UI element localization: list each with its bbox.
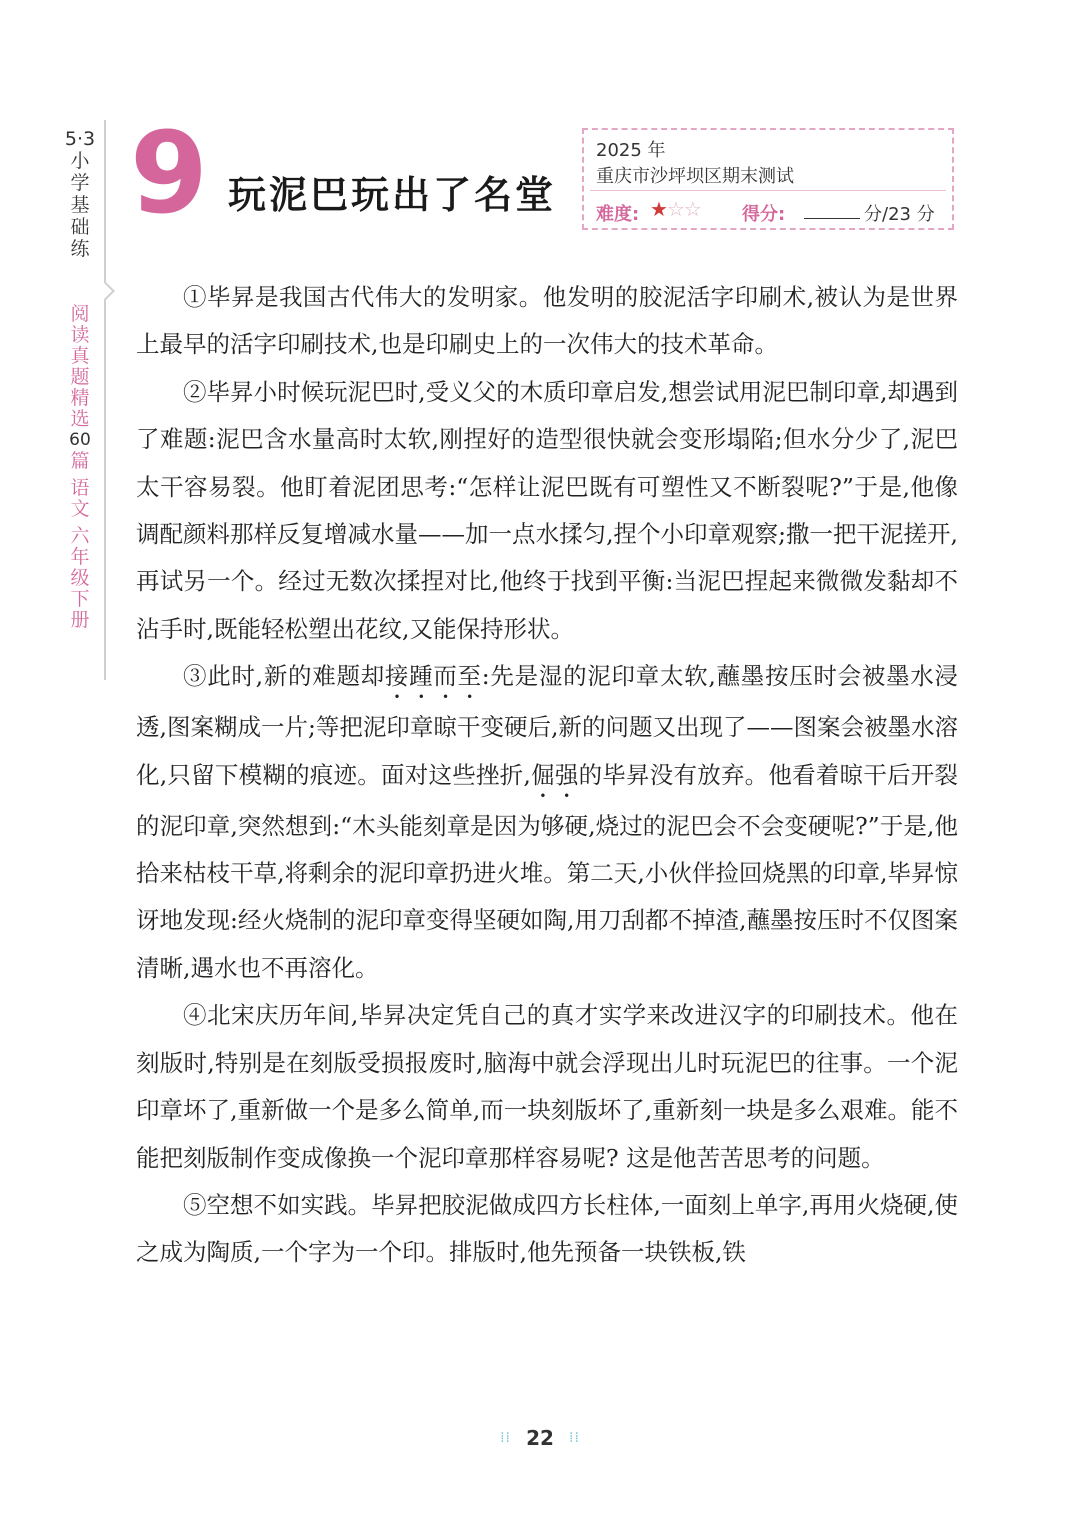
lesson-title: 玩泥巴玩出了名堂 bbox=[228, 173, 557, 217]
sidebar-book-line: 篇 bbox=[70, 450, 90, 472]
score-blank bbox=[804, 218, 860, 219]
sidebar-notch bbox=[95, 281, 115, 301]
paragraph-1: ①毕昇是我国古代伟大的发明家。他发明的胶泥活字印刷术,被认为是世界上最早的活字印刷技术,也是印刷史上的一次伟大的技术革命。 bbox=[136, 283, 958, 359]
emphasized-word: 倔强 bbox=[530, 760, 579, 789]
score-label: 得分: bbox=[742, 204, 786, 225]
paragraph-3-text: :先是湿的泥印章太软,蘸墨按压时会被墨水浸透,图案糊成一片;等把泥印章晾干变硬后,新的问题又出现了——图案会被墨水溶化,只留下模糊的痕迹。面对这些挫折, bbox=[136, 662, 959, 789]
sidebar-book-title bbox=[64, 304, 96, 631]
test-info-box bbox=[582, 128, 954, 230]
footer-decoration-right: ⁞⁞ bbox=[569, 1430, 580, 1446]
sidebar-book-count: 60 bbox=[69, 430, 91, 450]
page-footer bbox=[0, 1426, 1080, 1450]
info-separator bbox=[590, 190, 946, 191]
paragraph-3-text: ③此时,新的难题却 bbox=[183, 662, 385, 691]
sidebar-divider bbox=[104, 120, 106, 680]
page-number: 22 bbox=[526, 1426, 554, 1450]
paragraph-2: ②毕昇小时候玩泥巴时,受义父的木质印章启发,想尝试用泥巴制印章,却遇到了难题:泥巴含水量高时太软,刚捏好的造型很快就会变形塌陷;但水分少了,泥巴太干容易裂。他盯着泥团思考:“怎样让泥巴既有可塑性又不断裂呢?”于是,他像调配颜料那样反复增减水量——加一点水揉匀,捏个小印章观察;撒一把干泥搓开,再试另一个。经过无数次揉捏对比,他终于找到平衡:当泥巴捏起来微微发黏却不沾手时,既能轻松塑出花纹,又能保持形状。 bbox=[136, 377, 958, 643]
score-total: 分/23 分 bbox=[864, 204, 935, 225]
star-filled-icon: ★ bbox=[650, 197, 667, 221]
difficulty-stars bbox=[650, 196, 701, 222]
sidebar-book-line: 语文 bbox=[70, 477, 90, 520]
article-body bbox=[136, 274, 958, 1277]
sidebar-series: 5·3小学基础练 bbox=[64, 128, 96, 260]
paragraph-3 bbox=[136, 653, 958, 992]
star-empty-icon: ☆ bbox=[683, 197, 701, 221]
difficulty-label: 难度: bbox=[596, 204, 640, 225]
footer-decoration-left: ⁞⁞ bbox=[500, 1430, 511, 1446]
lesson-number: 9 bbox=[130, 109, 208, 239]
star-empty-icon: ☆ bbox=[666, 197, 684, 221]
sidebar-book-line: 六年级下册 bbox=[70, 525, 90, 631]
paragraph-3-text: 的毕昇没有放弃。他看着晾干后开裂的泥印章,突然想到:“木头能刻章是因为够硬,烧过的泥巴会不会变硬呢?”于是,他拾来枯枝干草,将剩余的泥印章扔进火堆。第二天,小伙伴捡回烧黑的印章,毕昇惊讶地发现:经火烧制的泥印章变得坚硬如陶,用刀刮都不掉渣,蘸墨按压时不仅图案清晰,遇水也不再溶化。 bbox=[136, 760, 959, 982]
emphasized-word: 接踵而至 bbox=[384, 662, 482, 691]
sidebar-book-line: 阅读真题精选 bbox=[70, 303, 90, 430]
paragraph-5: ⑤空想不如实践。毕昇把胶泥做成四方长柱体,一面刻上单字,再用火烧硬,使之成为陶质,一个字为一个印。排版时,他先预备一块铁板,铁 bbox=[136, 1190, 958, 1267]
test-name: 重庆市沙坪坝区期末测试 bbox=[596, 166, 794, 187]
paragraph-4: ④北宋庆历年间,毕昇决定凭自己的真才实学来改进汉字的印刷技术。他在刻版时,特别是在刻版受损报废时,脑海中就会浮现出儿时玩泥巴的往事。一个泥印章坏了,重新做一个是多么简单,而一块刻版坏了,重新刻一块是多么艰难。能不能把刻版制作变成像换一个泥印章那样容易呢? 这是他苦苦思考的问题。 bbox=[136, 1001, 958, 1172]
test-year: 2025 年 bbox=[596, 140, 666, 161]
